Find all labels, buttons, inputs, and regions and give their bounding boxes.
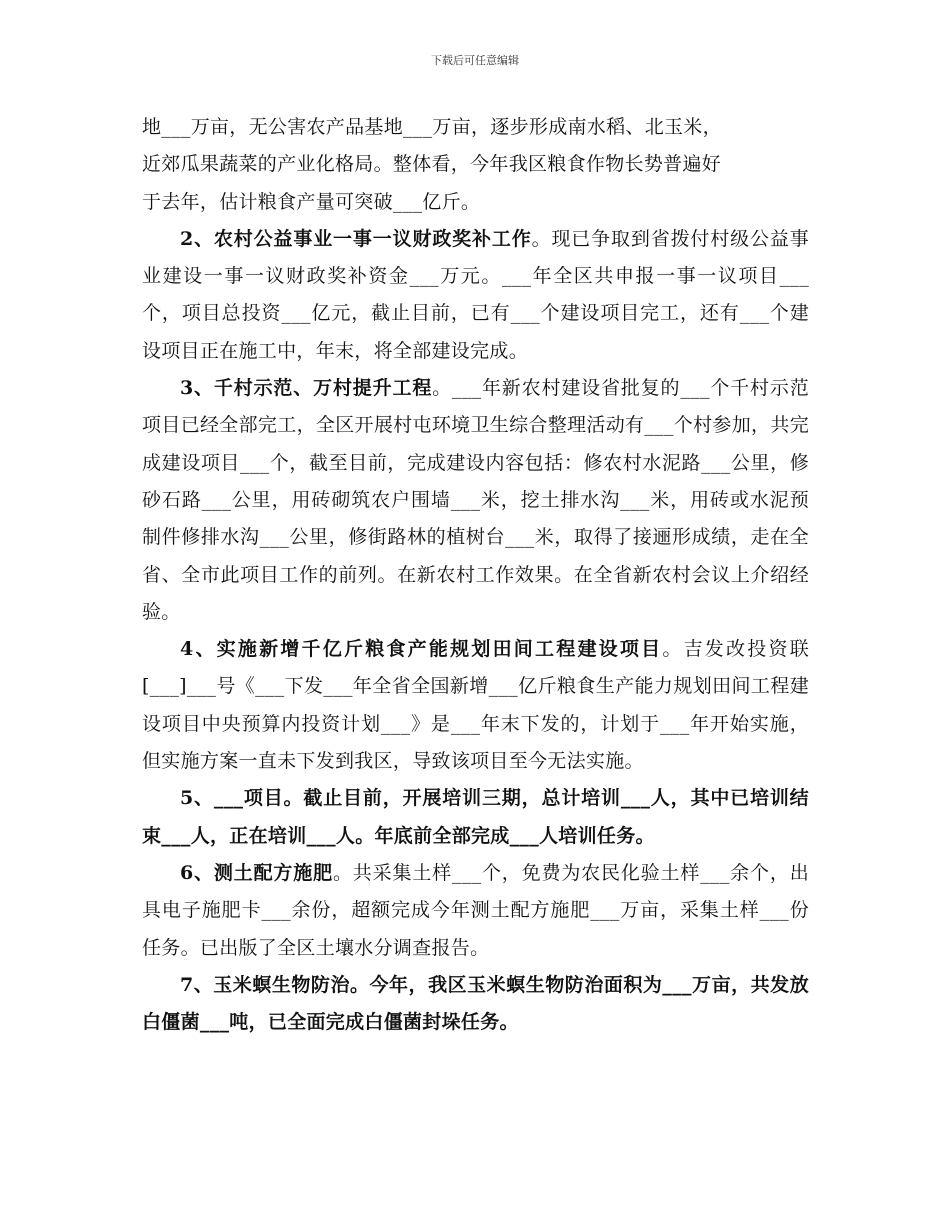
- paragraph-body: 。吉发改投资联[___]___号《___下发___年全省全国新增___亿斤粮食生产能力规划田间工程建设项目中央预算内投资计划___》是___年末下发的，计划于___年开始实施，但实施方案一直未下发到我区，导致该项目至今无法实施。: [142, 638, 809, 773]
- paragraph-body: 。现已争取到省拨付村级公益事业建设一事一议财政奖补资金___万元。___年全区共申报一事一议项目___个，项目总投资___亿元，截止目前，已有___个建设项目完工，还有___个建设项目正在施工中，年末，将全部建设完成。: [142, 227, 809, 362]
- section-heading: 3、千村示范、万村提升工程: [180, 377, 433, 400]
- paragraph-line: 地___万亩，无公害农产品基地___万亩，逐步形成南水稻、北玉米，: [142, 116, 722, 138]
- paragraph-crop-bases: [142, 109, 809, 221]
- paragraph-line: 近郊瓜果蔬菜的产业化格局。整体看，今年我区粮食作物长势普遍好: [142, 153, 722, 176]
- paragraph-training-project: [142, 780, 809, 855]
- paragraph-body: 。___年新农村建设省批复的___个千村示范项目已经全部完工，全区开展村屯环境卫生综合整理活动有___个村参加，共完成建设项目___个，截至目前，完成建设内容包括：修农村水泥路___公里，修砂石路___公里，用砖砌筑农户围墙___米，挖土排水沟___米，用砖或水泥预制件修排水沟___公里，修街路林的植树台___米，取得了接逦形成绩，走在全省、全市此项目工作的前列。在新农村工作效果。在全省新农村会议上介绍经验。: [142, 377, 809, 623]
- section-heading: 2、农村公益事业一事一议财政奖补工作: [180, 227, 532, 250]
- paragraph-grain-capacity: [142, 631, 809, 780]
- paragraph-bold-text: 7、玉米螟生物防治。今年，我区玉米螟生物防治面积为___万亩，共发放白僵菌___吨，已全面完成白僵菌封垛任务。: [142, 973, 809, 1034]
- document-body: [142, 109, 809, 1041]
- paragraph-bold-text: 5、___项目。截止目前，开展培训三期，总计培训___人，其中已培训结束___人，正在培训___人。年底前全部完成___人培训任务。: [142, 787, 809, 847]
- page-header: 下载后可任意编辑: [431, 54, 519, 67]
- section-heading: 6、测土配方施肥: [180, 861, 333, 884]
- paragraph-line: 于去年，估计粮食产量可突破___亿斤。: [142, 190, 481, 213]
- paragraph-village-demo: [142, 370, 809, 631]
- paragraph-corn-borer-control: [142, 967, 809, 1042]
- paragraph-soil-testing: [142, 855, 809, 967]
- section-heading: 4、实施新增千亿斤粮食产能规划田间工程建设项目: [180, 638, 663, 661]
- paragraph-body: 。共采集土样___个，免费为农民化验土样___余个，出具电子施肥卡___余份，超额完成今年测土配方施肥___万亩，采集土样___份任务。已出版了全区土壤水分调查报告。: [142, 861, 809, 959]
- paragraph-public-welfare: [142, 221, 809, 370]
